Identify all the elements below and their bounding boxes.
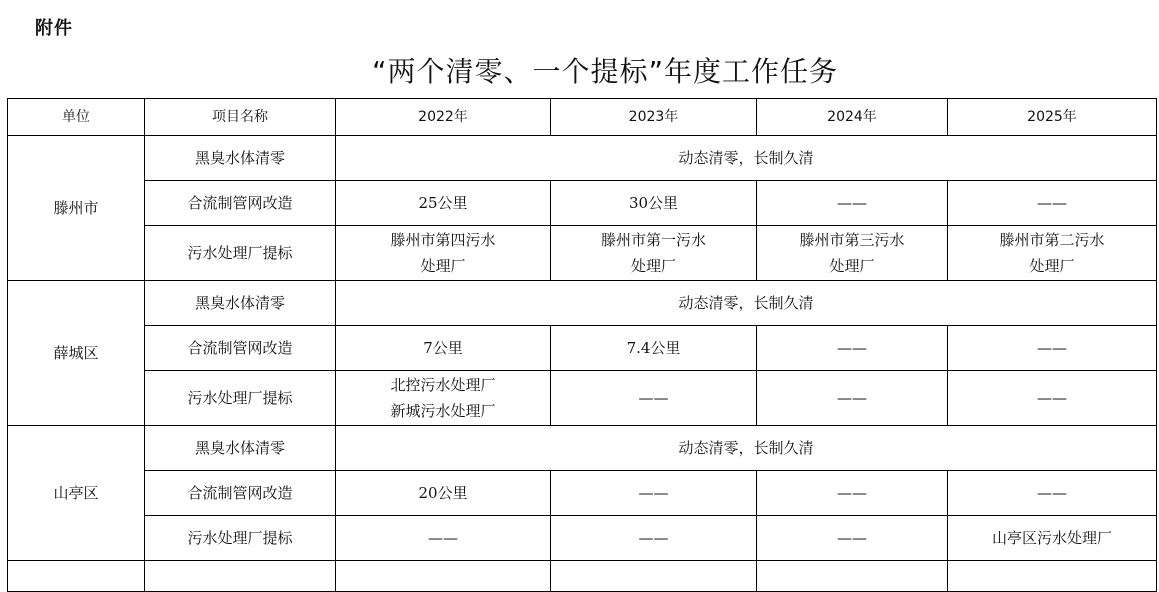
- unit-cell: 薛城区: [8, 281, 145, 426]
- value-cell: ——: [757, 516, 948, 561]
- table-row: [8, 561, 1157, 592]
- table-cell: [757, 561, 948, 592]
- table-cell: [551, 561, 757, 592]
- value-cell: ——: [551, 516, 757, 561]
- table-cell: [145, 561, 336, 592]
- col-header-2022: 2022年: [336, 99, 551, 136]
- table-row: [8, 226, 1157, 281]
- table-row: [8, 326, 1157, 371]
- value-cell: 北控污水处理厂 新城污水处理厂: [336, 371, 551, 426]
- attachment-label: 附件: [35, 18, 73, 39]
- document-title: “两个清零、一个提标”年度工作任务: [371, 55, 838, 88]
- value-cell: ——: [551, 371, 757, 426]
- project-cell: 黑臭水体清零: [145, 281, 336, 326]
- value-cell: ——: [336, 516, 551, 561]
- col-header-2025: 2025年: [948, 99, 1157, 136]
- header-row: [8, 99, 1157, 136]
- col-header-unit: 单位: [8, 99, 145, 136]
- merged-status-cell: 动态清零，长制久清: [336, 281, 1157, 326]
- project-cell: 合流制管网改造: [145, 471, 336, 516]
- value-cell: ——: [757, 371, 948, 426]
- value-cell: 20公里: [336, 471, 551, 516]
- unit-cell: 山亭区: [8, 426, 145, 561]
- value-cell: 25公里: [336, 181, 551, 226]
- value-cell: 山亭区污水处理厂: [948, 516, 1157, 561]
- project-cell: 污水处理厂提标: [145, 371, 336, 426]
- value-cell: 7公里: [336, 326, 551, 371]
- project-cell: 合流制管网改造: [145, 181, 336, 226]
- value-cell: ——: [948, 371, 1157, 426]
- project-cell: 合流制管网改造: [145, 326, 336, 371]
- table-row: [8, 471, 1157, 516]
- project-cell: 污水处理厂提标: [145, 516, 336, 561]
- table-row: [8, 281, 1157, 326]
- value-cell: ——: [948, 181, 1157, 226]
- project-cell: 污水处理厂提标: [145, 226, 336, 281]
- value-cell: 滕州市第一污水 处理厂: [551, 226, 757, 281]
- value-cell: ——: [757, 181, 948, 226]
- value-cell: 30公里: [551, 181, 757, 226]
- project-cell: 黑臭水体清零: [145, 136, 336, 181]
- table-cell: [8, 561, 145, 592]
- value-cell: 滕州市第三污水 处理厂: [757, 226, 948, 281]
- value-cell: ——: [551, 471, 757, 516]
- unit-cell: 滕州市: [8, 136, 145, 281]
- value-cell: 7.4公里: [551, 326, 757, 371]
- col-header-2023: 2023年: [551, 99, 757, 136]
- table-row: [8, 426, 1157, 471]
- table-cell: [948, 561, 1157, 592]
- table-row: [8, 371, 1157, 426]
- value-cell: ——: [948, 326, 1157, 371]
- table-cell: [336, 561, 551, 592]
- col-header-project: 项目名称: [145, 99, 336, 136]
- value-cell: ——: [757, 471, 948, 516]
- merged-status-cell: 动态清零，长制久清: [336, 136, 1157, 181]
- task-table: [7, 98, 1157, 592]
- value-cell: ——: [948, 471, 1157, 516]
- table-row: [8, 136, 1157, 181]
- col-header-2024: 2024年: [757, 99, 948, 136]
- value-cell: 滕州市第四污水 处理厂: [336, 226, 551, 281]
- table-row: [8, 516, 1157, 561]
- value-cell: ——: [757, 326, 948, 371]
- project-cell: 黑臭水体清零: [145, 426, 336, 471]
- table-row: [8, 181, 1157, 226]
- merged-status-cell: 动态清零，长制久清: [336, 426, 1157, 471]
- value-cell: 滕州市第二污水 处理厂: [948, 226, 1157, 281]
